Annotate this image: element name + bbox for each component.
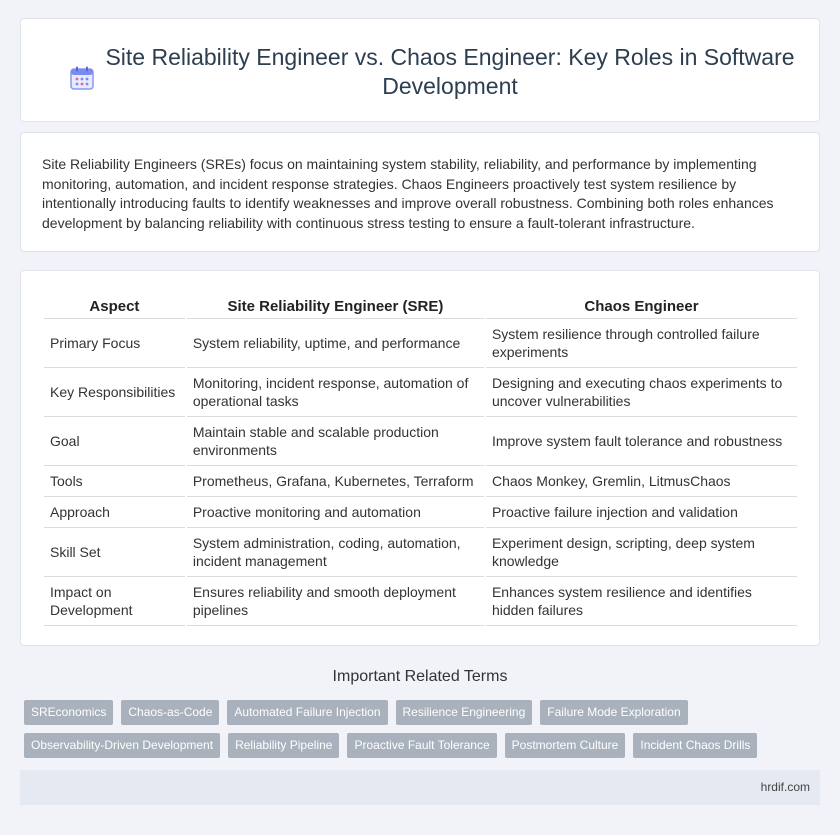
table-header-row <box>44 295 797 319</box>
row-label: Key Responsibilities <box>44 368 185 417</box>
chaos-cell: Improve system fault tolerance and robustness <box>486 417 797 466</box>
tag-row <box>24 700 804 725</box>
footer <box>20 770 820 805</box>
tag-chaos-as-code[interactable]: Chaos-as-Code <box>121 700 219 725</box>
chaos-cell: Designing and executing chaos experiments to uncover vulnerabilities <box>486 368 797 417</box>
sre-cell: System administration, coding, automation, incident management <box>187 528 484 577</box>
table-row <box>44 319 797 368</box>
table-row <box>44 466 797 497</box>
row-label: Tools <box>44 466 185 497</box>
tag-incident-chaos-drills[interactable]: Incident Chaos Drills <box>633 733 757 758</box>
related-terms-tags <box>24 700 804 766</box>
row-label: Approach <box>44 497 185 528</box>
footer-site-link[interactable]: hrdif.com <box>760 780 810 794</box>
column-header-aspect: Aspect <box>44 295 185 319</box>
chaos-cell: Proactive failure injection and validation <box>486 497 797 528</box>
column-header-chaos: Chaos Engineer <box>486 295 797 319</box>
tag-row <box>24 733 804 758</box>
chaos-cell: Chaos Monkey, Gremlin, LitmusChaos <box>486 466 797 497</box>
intro-paragraph: Site Reliability Engineers (SREs) focus on maintaining system stability, reliability, and performance by implementing monitoring, automation, and incident response strategies. Chaos Engineers proactively test system resilience by intentionally introducing faults to identify weaknesses and improve overall robustness. Combining both roles enhances development by balancing reliability with continuous stress testing to ensure a fault-tolerant infrastructure. <box>42 156 774 231</box>
tag-reliability-pipeline[interactable]: Reliability Pipeline <box>228 733 339 758</box>
sre-cell: System reliability, uptime, and performance <box>187 319 484 368</box>
sre-cell: Maintain stable and scalable production environments <box>187 417 484 466</box>
table-row <box>44 497 797 528</box>
column-header-sre: Site Reliability Engineer (SRE) <box>187 295 484 319</box>
tag-automated-failure-injection[interactable]: Automated Failure Injection <box>227 700 387 725</box>
tag-resilience-engineering[interactable]: Resilience Engineering <box>396 700 533 725</box>
table-row <box>44 528 797 577</box>
table-row <box>44 417 797 466</box>
sre-cell: Ensures reliability and smooth deployment pipelines <box>187 577 484 626</box>
row-label: Primary Focus <box>44 319 185 368</box>
table-row <box>44 368 797 417</box>
sre-cell: Proactive monitoring and automation <box>187 497 484 528</box>
row-label: Skill Set <box>44 528 185 577</box>
table-row <box>44 577 797 626</box>
tag-proactive-fault-tolerance[interactable]: Proactive Fault Tolerance <box>347 733 496 758</box>
chaos-cell: Enhances system resilience and identifies hidden failures <box>486 577 797 626</box>
tag-failure-mode-exploration[interactable]: Failure Mode Exploration <box>540 700 687 725</box>
page-title: Site Reliability Engineer vs. Chaos Engineer: Key Roles in Software Development <box>105 44 795 99</box>
tag-observability-driven-development[interactable]: Observability-Driven Development <box>24 733 220 758</box>
sre-cell: Monitoring, incident response, automation of operational tasks <box>187 368 484 417</box>
related-terms-heading: Important Related Terms <box>332 668 508 685</box>
comparison-card <box>20 270 820 646</box>
title-card <box>20 18 820 122</box>
chaos-cell: Experiment design, scripting, deep system knowledge <box>486 528 797 577</box>
chaos-cell: System resilience through controlled failure experiments <box>486 319 797 368</box>
sre-cell: Prometheus, Grafana, Kubernetes, Terraform <box>187 466 484 497</box>
comparison-table <box>42 295 799 626</box>
row-label: Goal <box>44 417 185 466</box>
row-label: Impact on Development <box>44 577 185 626</box>
intro-card <box>20 132 820 252</box>
tag-sreconomics[interactable]: SREconomics <box>24 700 113 725</box>
tag-postmortem-culture[interactable]: Postmortem Culture <box>505 733 626 758</box>
